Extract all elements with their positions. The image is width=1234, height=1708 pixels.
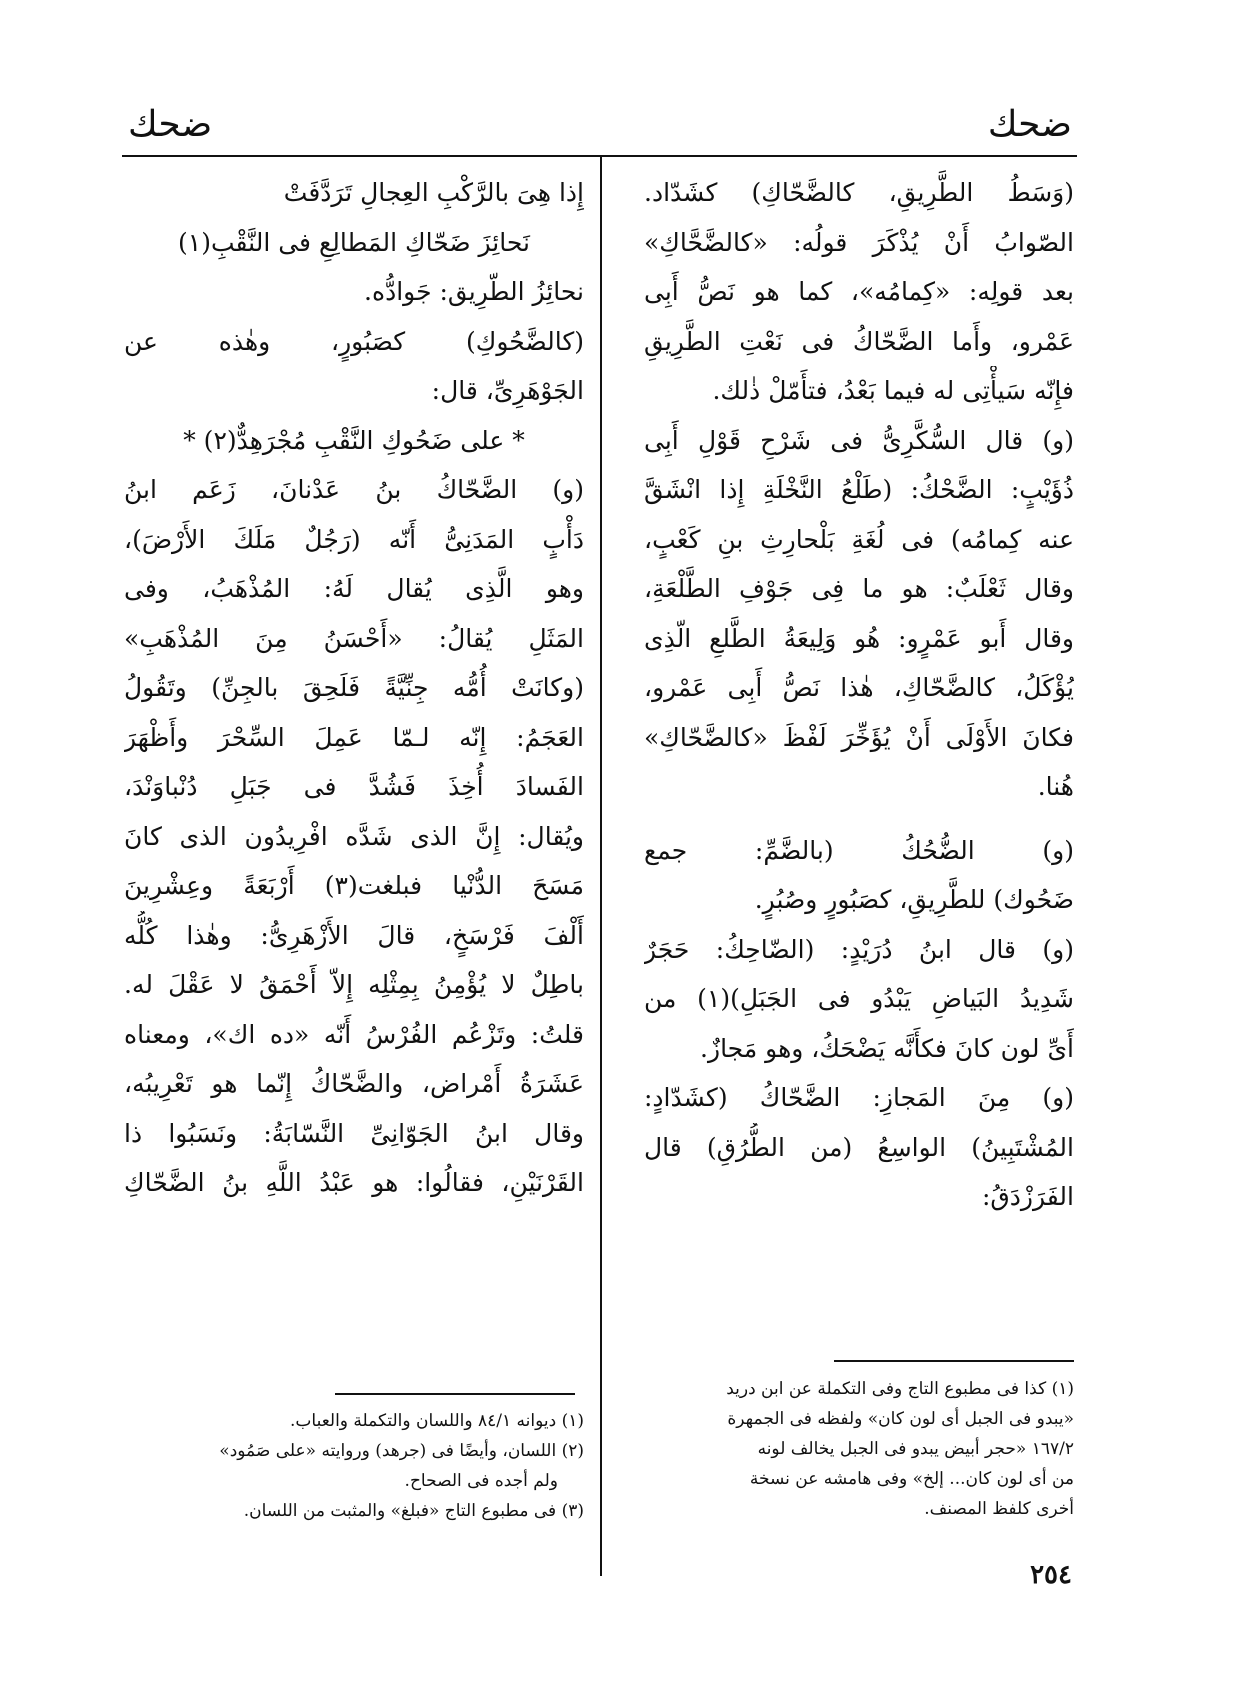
text-line: (و) الضُّحُكُ (بالضَّمِّ: جمع: [644, 835, 1074, 865]
text-line: ويُقال: إِنَّ الذى شَدَّه افْرِيدُون الذى كانَ: [124, 821, 584, 851]
footnote-rule: [834, 1360, 1074, 1362]
text-line: (كالضَّحُوكِ) كصَبُورٍ، وهٰذه عن: [124, 326, 584, 356]
column-divider: [600, 156, 602, 1576]
text-line: نحائِزُ الطّرِيق: جَوادُّه.: [364, 277, 584, 306]
right-footnotes: [644, 1374, 1074, 1524]
verse-line: نَحائِزَ ضَحّاكِ المَطالِعِ فى النَّقْبِ(١): [178, 227, 530, 257]
text-line: مَسَحَ الدُّنْيا فبلغت(٣) أَرْبَعَةً وعِشْرِينَ: [124, 871, 584, 900]
footnote-line: (٣) فى مطبوع التاج «فبلغ» والمثبت من اللسان.: [243, 1501, 584, 1521]
footnote-line: (١) ديوانه ٨٤/١ واللسان والتكملة والعباب.: [289, 1411, 584, 1431]
text-line: عَشَرَةُ أَمْراض، والضَّحّاكُ إِنّما هو تَعْرِيبُه،: [124, 1069, 584, 1098]
left-column: [124, 168, 584, 1208]
text-line: قلتُ: وتَزْعُم الفُرْسُ أَنّه «ده اك»، ومعناه: [124, 1019, 584, 1049]
text-line: وقال أَبو عَمْرٍو: هُو وَلِيعَةُ الطَّلعِ الّذِى: [644, 623, 1074, 653]
footnote-line: ولم أجده فى الصحاح.: [404, 1471, 558, 1491]
text-line: القَرْنَيْنِ، فقالُوا: هو عَبْدُ اللَّهِ بنُ الضَّحّاكِ: [124, 1168, 584, 1197]
footnote-line: من أى لون كان... إلخ» وفى هامشه عن نسخة: [749, 1469, 1074, 1489]
text-line: الفَرَزْدَقُ:: [981, 1182, 1074, 1211]
footnote-line: (٢) اللسان، وأيضًا فى (جرهد) وروايته «على صَمُود»: [219, 1441, 584, 1461]
text-line: فإِنّه سَيأْتِى له فيما بَعْدُ، فتأَمّلْ ذٰلك.: [712, 376, 1074, 405]
header-right-word: ضحك: [987, 104, 1072, 145]
header-left-word: ضحك: [128, 104, 213, 145]
footnote-line: «يبدو فى الجبل أى لون كان» ولفظه فى الجمهرة: [727, 1409, 1074, 1429]
text-line: المُشْتَبِينُ) الواسِعُ (من الطُّرُقِ) قال: [644, 1132, 1074, 1162]
text-line: (و) مِنَ المَجازِ: الضَّحّاكُ (كشَدّادٍ:: [644, 1083, 1074, 1112]
left-footnotes: [124, 1406, 584, 1526]
text-line: شَدِيدُ البَياضِ يَبْدُو فى الجَبَلِ)(١) من: [644, 984, 1074, 1013]
text-line: أَلْفَ فَرْسَخٍ، قالَ الأَزْهَرِىُّ: وهٰذا كُلُّه: [124, 920, 584, 950]
text-line: أَىِّ لون كانَ فكأَنَّه يَضْحَكُ، وهو مَجازٌ.: [700, 1033, 1074, 1063]
verse-line: * على ضَحُوكِ النَّقْبِ مُجْرَهِدٌّ(٢) *: [183, 425, 525, 455]
text-line: هُنا.: [1037, 772, 1074, 801]
verse-line: إِذا هِىَ بالرَّكْبِ العِجالِ تَرَدَّفَتْ: [283, 178, 584, 207]
text-line: بعد قولِه: «كِمامُه»، كما هو نَصُّ أَبِى: [644, 277, 1074, 306]
text-line: (وَسَطُ الطَّرِيقِ، كالضَّحّاكِ) كشَدّاد.: [644, 178, 1074, 207]
footnote-line: أخرى كلفظ المصنف.: [924, 1499, 1074, 1519]
footnote-line: (١) كذا فى مطبوع التاج وفى التكملة عن ابن دريد: [726, 1379, 1074, 1399]
text-line: (و) الضَّحّاكُ بنُ عَدْنانَ، زَعَم ابنُ: [124, 475, 584, 504]
text-line: دَأْبٍ المَدَنِىُّ أَنّه (رَجُلٌ مَلَكَ الأَرْضَ)،: [124, 524, 584, 554]
right-column: [644, 168, 1074, 1222]
text-line: العَجَمُ: إِنّه لـمّا عَمِلَ السِّحْرَ وأَظْهَرَ: [124, 722, 584, 752]
page-number: ٢٥٤: [1030, 1560, 1072, 1590]
text-line: ذُؤَيْبٍ: الضَّحْكُ: (طَلْعُ النَّخْلَةِ إِذا انْشَقَّ: [644, 475, 1074, 504]
text-line: باطِلٌ لا يُؤْمِنُ بِمِثْلِه إِلاّ أَحْمَقُ لا عَقْلَ له.: [124, 970, 584, 999]
text-line: الفَسادَ أُخِذَ فَشُدَّ فى جَبَلِ دُنْباوَنْدَ،: [124, 772, 584, 801]
text-line: (و) قال ابنُ دُرَيْدٍ: (الضّاحِكُ: حَجَرٌ: [644, 934, 1074, 964]
text-line: (و) قال السُّكَّرِىُّ فى شَرْحِ قَوْلِ أَبِى: [644, 425, 1074, 455]
text-line: عَمْرو، وأَما الضَّحّاكُ فى نَعْتِ الطَّرِيقِ: [644, 326, 1074, 356]
text-line: عنه كِمامُه) فى لُغَةِ بَلْحارِثِ بنِ كَعْبٍ،: [644, 524, 1074, 554]
text-line: وقال ابنُ الجَوّانِىِّ النَّسّابَةُ: ونَسَبُوا ذا: [124, 1118, 584, 1148]
text-line: الجَوْهَرِىِّ، قال:: [431, 376, 584, 405]
text-line: ضَحُوك) للطَّرِيقِ، كصَبُورٍ وصُبُرٍ.: [754, 885, 1074, 914]
text-line: المَثَلِ يُقالُ: «أَحْسَنُ مِنَ المُذْهَبِ»: [124, 623, 584, 653]
text-line: وقال ثَعْلَبٌ: هو ما فِى جَوْفِ الطَّلْعَةِ،: [644, 574, 1074, 603]
text-line: يُؤْكَلُ، كالضَّحّاكِ، هٰذا نَصُّ أَبِى عَمْرو،: [644, 673, 1074, 702]
text-line: وهو الَّذِى يُقال لَهُ: المُذْهَبُ، وفى: [124, 574, 584, 603]
text-line: الصّوابُ أَنْ يُذْكَرَ قولُه: «كالضَّحَّاكِ»: [644, 227, 1074, 257]
footnote-rule: [335, 1393, 575, 1395]
text-line: (وكانَتْ أُمُّه جِنِّيَّةً فَلَحِقَ بالجِنِّ) وتَقُولُ: [124, 673, 584, 702]
text-line: فكانَ الأَوْلَى أَنْ يُؤَخِّرَ لَفْظَ «كالضَّحّاكِ»: [644, 722, 1074, 752]
footnote-line: ١٦٧/٢ «حجر أبيض يبدو فى الجبل يخالف لونه: [757, 1439, 1074, 1459]
